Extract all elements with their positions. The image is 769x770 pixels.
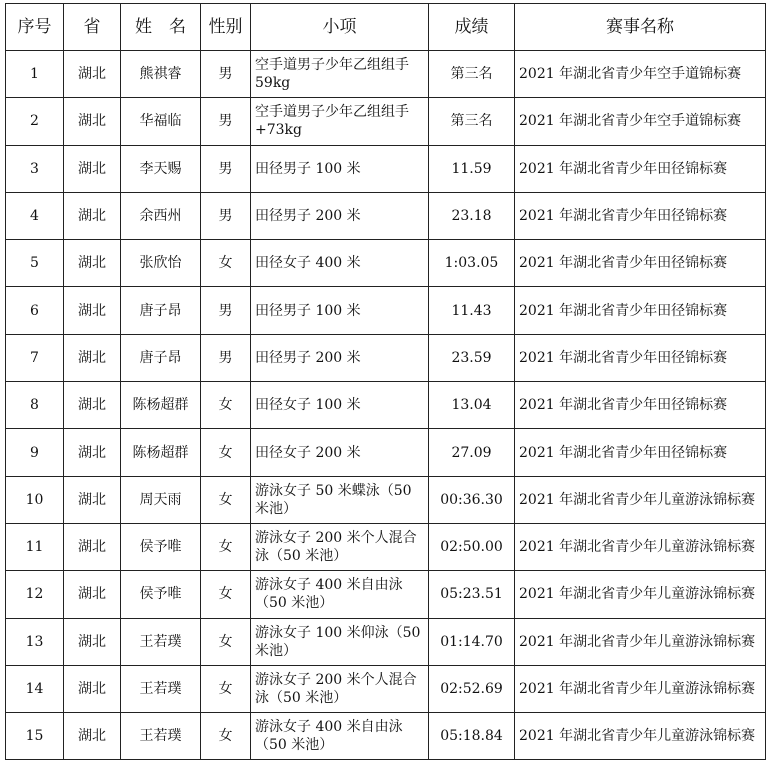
cell-name: 唐子昂 xyxy=(121,287,201,334)
cell-competition: 2021 年湖北省青少年空手道锦标赛 xyxy=(515,51,766,98)
cell-province: 湖北 xyxy=(64,145,121,192)
cell-province: 湖北 xyxy=(64,287,121,334)
cell-province: 湖北 xyxy=(64,665,121,712)
cell-competition: 2021 年湖北省青少年空手道锦标赛 xyxy=(515,98,766,145)
cell-gender: 男 xyxy=(201,145,251,192)
cell-gender: 男 xyxy=(201,334,251,381)
header-row xyxy=(6,4,766,51)
table-row xyxy=(6,429,766,476)
cell-province: 湖北 xyxy=(64,192,121,239)
cell-no: 12 xyxy=(6,571,64,618)
cell-province: 湖北 xyxy=(64,618,121,665)
cell-result: 23.59 xyxy=(429,334,515,381)
cell-event: 田径女子 200 米 xyxy=(251,429,429,476)
cell-result: 00:36.30 xyxy=(429,476,515,523)
cell-no: 11 xyxy=(6,523,64,570)
cell-event: 田径男子 200 米 xyxy=(251,192,429,239)
cell-result: 27.09 xyxy=(429,429,515,476)
cell-name: 周天雨 xyxy=(121,476,201,523)
cell-result: 第三名 xyxy=(429,98,515,145)
header-province: 省 xyxy=(64,4,121,51)
table-row xyxy=(6,476,766,523)
cell-no: 9 xyxy=(6,429,64,476)
cell-no: 4 xyxy=(6,192,64,239)
cell-gender: 男 xyxy=(201,51,251,98)
header-name: 姓 名 xyxy=(121,4,201,51)
cell-competition: 2021 年湖北省青少年田径锦标赛 xyxy=(515,192,766,239)
cell-name: 张欣怡 xyxy=(121,240,201,287)
cell-name: 熊祺睿 xyxy=(121,51,201,98)
cell-result: 02:52.69 xyxy=(429,665,515,712)
cell-result: 05:18.84 xyxy=(429,713,515,760)
cell-gender: 男 xyxy=(201,287,251,334)
cell-competition: 2021 年湖北省青少年儿童游泳锦标赛 xyxy=(515,665,766,712)
cell-no: 6 xyxy=(6,287,64,334)
table-body xyxy=(6,51,766,760)
header-event: 小项 xyxy=(251,4,429,51)
cell-province: 湖北 xyxy=(64,523,121,570)
cell-event: 游泳女子 200 米个人混合泳（50 米池） xyxy=(251,523,429,570)
table-row xyxy=(6,571,766,618)
cell-result: 1:03.05 xyxy=(429,240,515,287)
cell-name: 华福临 xyxy=(121,98,201,145)
cell-event: 游泳女子 50 米蝶泳（50 米池） xyxy=(251,476,429,523)
cell-competition: 2021 年湖北省青少年田径锦标赛 xyxy=(515,334,766,381)
cell-name: 唐子昂 xyxy=(121,334,201,381)
cell-competition: 2021 年湖北省青少年儿童游泳锦标赛 xyxy=(515,476,766,523)
cell-competition: 2021 年湖北省青少年儿童游泳锦标赛 xyxy=(515,523,766,570)
cell-province: 湖北 xyxy=(64,429,121,476)
cell-result: 05:23.51 xyxy=(429,571,515,618)
cell-competition: 2021 年湖北省青少年儿童游泳锦标赛 xyxy=(515,571,766,618)
cell-event: 游泳女子 400 米自由泳（50 米池） xyxy=(251,571,429,618)
cell-event: 空手道男子少年乙组组手+73kg xyxy=(251,98,429,145)
cell-name: 王若璞 xyxy=(121,665,201,712)
cell-competition: 2021 年湖北省青少年田径锦标赛 xyxy=(515,145,766,192)
cell-result: 23.18 xyxy=(429,192,515,239)
table-header xyxy=(6,4,766,51)
cell-no: 2 xyxy=(6,98,64,145)
table-row xyxy=(6,145,766,192)
cell-name: 王若璞 xyxy=(121,618,201,665)
cell-gender: 女 xyxy=(201,429,251,476)
cell-province: 湖北 xyxy=(64,382,121,429)
table-row xyxy=(6,665,766,712)
table-row xyxy=(6,713,766,760)
table-row xyxy=(6,51,766,98)
cell-competition: 2021 年湖北省青少年儿童游泳锦标赛 xyxy=(515,713,766,760)
cell-name: 侯予唯 xyxy=(121,523,201,570)
cell-no: 15 xyxy=(6,713,64,760)
cell-no: 5 xyxy=(6,240,64,287)
cell-no: 13 xyxy=(6,618,64,665)
cell-province: 湖北 xyxy=(64,334,121,381)
cell-competition: 2021 年湖北省青少年田径锦标赛 xyxy=(515,240,766,287)
cell-result: 02:50.00 xyxy=(429,523,515,570)
cell-province: 湖北 xyxy=(64,51,121,98)
cell-competition: 2021 年湖北省青少年田径锦标赛 xyxy=(515,429,766,476)
cell-gender: 女 xyxy=(201,571,251,618)
cell-gender: 女 xyxy=(201,476,251,523)
cell-name: 陈杨超群 xyxy=(121,382,201,429)
header-no: 序号 xyxy=(6,4,64,51)
table-row xyxy=(6,523,766,570)
header-result: 成绩 xyxy=(429,4,515,51)
table-row xyxy=(6,382,766,429)
cell-gender: 女 xyxy=(201,240,251,287)
results-table xyxy=(5,3,766,760)
cell-province: 湖北 xyxy=(64,98,121,145)
cell-no: 14 xyxy=(6,665,64,712)
cell-result: 13.04 xyxy=(429,382,515,429)
cell-event: 田径女子 400 米 xyxy=(251,240,429,287)
cell-no: 1 xyxy=(6,51,64,98)
table-row xyxy=(6,334,766,381)
cell-competition: 2021 年湖北省青少年儿童游泳锦标赛 xyxy=(515,618,766,665)
cell-result: 11.59 xyxy=(429,145,515,192)
cell-result: 11.43 xyxy=(429,287,515,334)
cell-event: 田径男子 100 米 xyxy=(251,145,429,192)
cell-province: 湖北 xyxy=(64,713,121,760)
cell-gender: 男 xyxy=(201,192,251,239)
header-competition: 赛事名称 xyxy=(515,4,766,51)
cell-event: 田径男子 200 米 xyxy=(251,334,429,381)
cell-no: 8 xyxy=(6,382,64,429)
cell-no: 10 xyxy=(6,476,64,523)
cell-name: 陈杨超群 xyxy=(121,429,201,476)
cell-gender: 女 xyxy=(201,665,251,712)
cell-province: 湖北 xyxy=(64,240,121,287)
cell-province: 湖北 xyxy=(64,476,121,523)
cell-gender: 女 xyxy=(201,382,251,429)
cell-result: 第三名 xyxy=(429,51,515,98)
cell-gender: 男 xyxy=(201,98,251,145)
cell-gender: 女 xyxy=(201,618,251,665)
cell-name: 李天赐 xyxy=(121,145,201,192)
table-row xyxy=(6,287,766,334)
cell-event: 田径男子 100 米 xyxy=(251,287,429,334)
cell-gender: 女 xyxy=(201,713,251,760)
table-row xyxy=(6,240,766,287)
cell-gender: 女 xyxy=(201,523,251,570)
header-gender: 性别 xyxy=(201,4,251,51)
cell-event: 游泳女子 100 米仰泳（50 米池） xyxy=(251,618,429,665)
cell-event: 空手道男子少年乙组组手59kg xyxy=(251,51,429,98)
table-row xyxy=(6,192,766,239)
cell-result: 01:14.70 xyxy=(429,618,515,665)
cell-no: 7 xyxy=(6,334,64,381)
cell-event: 田径女子 100 米 xyxy=(251,382,429,429)
cell-name: 余西州 xyxy=(121,192,201,239)
cell-name: 侯予唯 xyxy=(121,571,201,618)
cell-event: 游泳女子 200 米个人混合泳（50 米池） xyxy=(251,665,429,712)
table-row xyxy=(6,618,766,665)
cell-name: 王若璞 xyxy=(121,713,201,760)
table-row xyxy=(6,98,766,145)
cell-event: 游泳女子 400 米自由泳（50 米池） xyxy=(251,713,429,760)
cell-province: 湖北 xyxy=(64,571,121,618)
cell-competition: 2021 年湖北省青少年田径锦标赛 xyxy=(515,382,766,429)
cell-competition: 2021 年湖北省青少年田径锦标赛 xyxy=(515,287,766,334)
cell-no: 3 xyxy=(6,145,64,192)
